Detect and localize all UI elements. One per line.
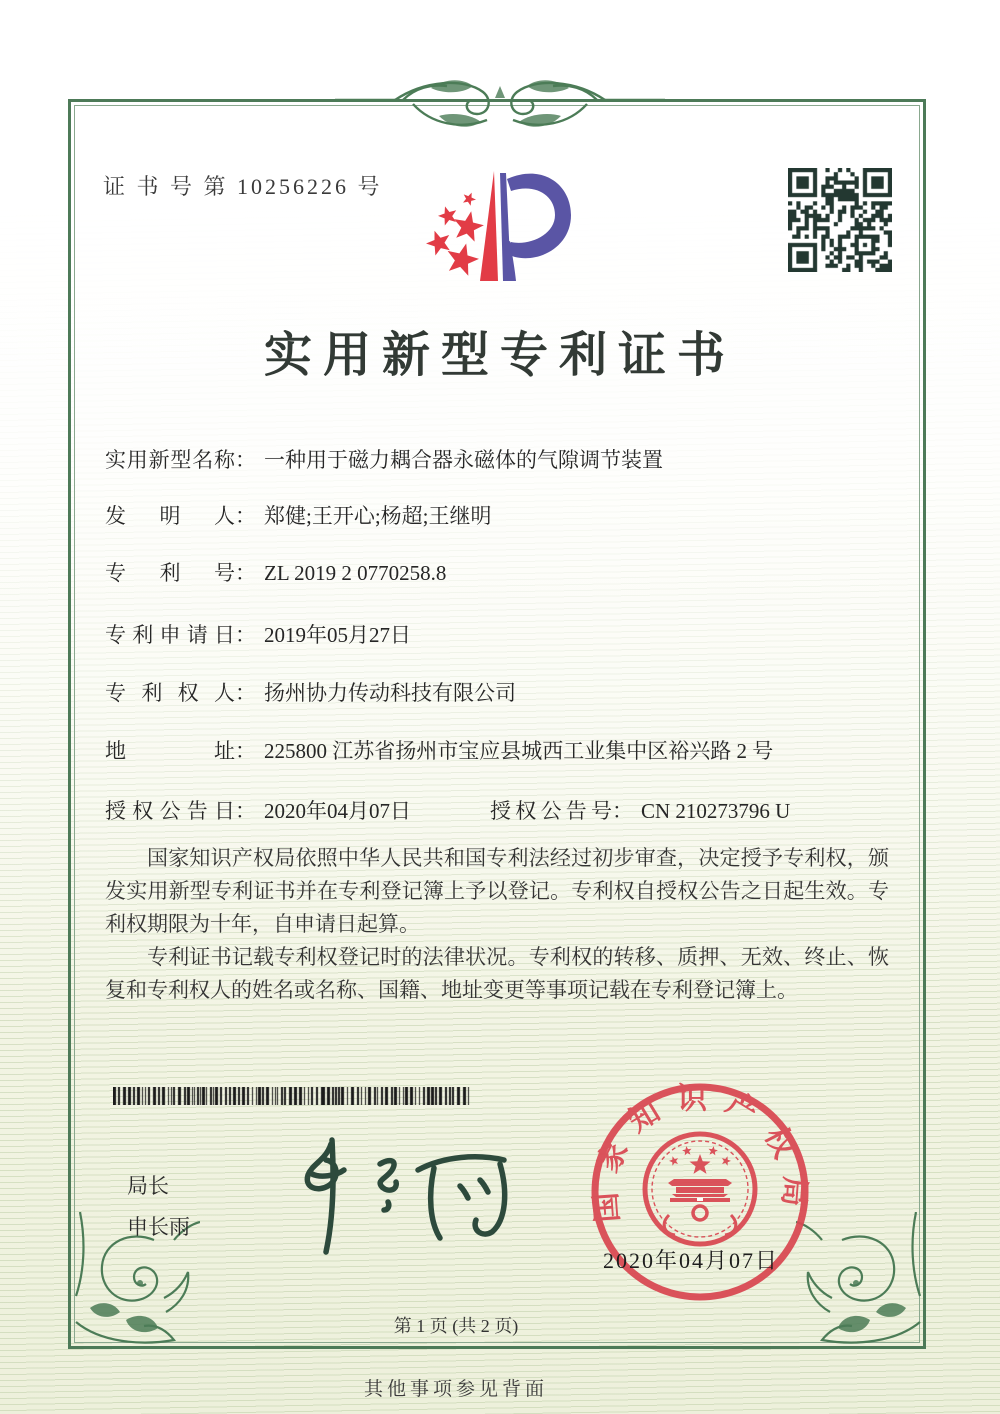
certificate-title: 实用新型专利证书 <box>263 329 736 382</box>
field-label: 发明人 <box>105 504 235 528</box>
field-row-address <box>105 735 773 765</box>
field-value: ZL 2019 2 0770258.8 <box>264 561 447 585</box>
field-value: 225800 江苏省扬州市宝应县城西工业集中区裕兴路 2 号 <box>264 739 774 763</box>
star-icon <box>454 211 484 241</box>
field-colon: ： <box>235 448 256 472</box>
star-icon <box>463 193 476 206</box>
star-icon <box>426 231 450 256</box>
field-colon: ： <box>235 561 256 585</box>
field-colon: ： <box>235 623 256 647</box>
commissioner-block <box>127 1166 190 1248</box>
star-icon <box>448 244 479 276</box>
star-icon <box>690 1154 711 1174</box>
logo-stars <box>426 193 484 276</box>
svg-text:国家知识产权局 <box>589 1082 812 1223</box>
commissioner-name: 申长雨 <box>127 1215 190 1239</box>
field-row-inventors <box>105 500 492 530</box>
seal-arc-text: 国家知识产权局 <box>588 1082 812 1224</box>
logo-purple-p <box>500 173 571 281</box>
qr-code <box>788 168 892 272</box>
field-label: 专利申请日 <box>105 623 235 647</box>
field-colon: ： <box>235 799 256 823</box>
field-label: 授权公告号 <box>490 799 612 823</box>
field-value: 2020年04月07日 <box>264 799 411 823</box>
star-icon <box>722 1156 731 1166</box>
legal-paragraph: 国家知识产权局依照中华人民共和国专利法经过初步审查，决定授予专利权，颁发实用新型专利证书并在专利登记簿上予以登记。专利权自授权公告之日起生效。专利权期限为十年，自申请日起算。 <box>105 846 889 936</box>
legal-paragraph: 专利证书记载专利权登记时的法律状况。专利权的转移、质押、无效、终止、恢复和专利权人的姓名或名称、国籍、地址变更等事项记载在专利登记簿上。 <box>105 945 889 1002</box>
field-colon: ： <box>235 504 256 528</box>
barcode <box>113 1087 473 1105</box>
seal-date: 2020年04月07日 <box>603 1248 780 1273</box>
field-label: 授权公告日 <box>105 799 235 823</box>
field-row-name <box>105 444 663 474</box>
field-value: 一种用于磁力耦合器永磁体的气隙调节装置 <box>264 448 663 472</box>
field-row-grant-number <box>490 795 790 825</box>
field-label: 地址 <box>105 739 235 763</box>
field-label: 实用新型名称 <box>105 448 235 472</box>
field-row-grant-date <box>105 795 791 825</box>
legal-text-block <box>105 842 889 1007</box>
star-icon <box>438 206 456 225</box>
field-colon: ： <box>235 739 256 763</box>
field-row-filing-date <box>105 619 411 649</box>
star-icon <box>709 1146 718 1155</box>
back-side-note: 其他事项参见背面 <box>363 1379 548 1400</box>
top-center-flourish-ornament <box>335 76 665 148</box>
field-label: 专利权人 <box>105 681 235 705</box>
field-label: 专利号 <box>105 561 235 585</box>
star-icon <box>682 1146 691 1155</box>
star-icon <box>669 1156 678 1166</box>
handwritten-signature-icon <box>268 1130 518 1262</box>
field-value: 扬州协力传动科技有限公司 <box>264 681 516 705</box>
field-row-patent-number <box>105 557 446 587</box>
certificate-number: 证 书 号 第 10256226 号 <box>103 174 383 199</box>
field-value: 郑健;王开心;杨超;王继明 <box>264 504 492 528</box>
field-colon: ： <box>612 799 633 823</box>
page-number: 第 1 页 (共 2 页) <box>393 1316 519 1336</box>
logo-red-wedge <box>480 171 498 281</box>
field-colon: ： <box>235 681 256 705</box>
field-value: CN 210273796 U <box>641 799 791 823</box>
commissioner-title: 局长 <box>127 1174 169 1198</box>
field-value: 2019年05月27日 <box>264 623 411 647</box>
seal-emblem-stars <box>669 1146 731 1174</box>
cnipa-logo-icon <box>425 163 585 293</box>
field-row-patentee <box>105 677 516 707</box>
seal-national-emblem <box>645 1134 755 1244</box>
